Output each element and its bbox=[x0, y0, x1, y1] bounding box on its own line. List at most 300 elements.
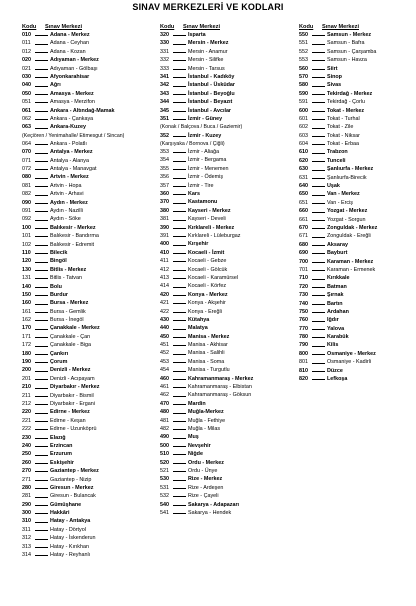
center-row bbox=[299, 368, 411, 376]
leader-line bbox=[312, 228, 325, 229]
center-name: Samsun - Merkez bbox=[327, 32, 372, 38]
leader-line bbox=[173, 211, 186, 212]
center-code: 510 bbox=[160, 451, 169, 458]
center-code: 210 bbox=[22, 384, 31, 391]
center-code: 063 bbox=[22, 124, 31, 131]
center-row bbox=[22, 409, 150, 417]
center-name: Ordu - Merkez bbox=[188, 459, 224, 466]
center-name: Antalya - Manavgat bbox=[50, 166, 97, 173]
center-name: Amasya - Merzifon bbox=[50, 99, 95, 106]
center-name: Samsun - Bafra bbox=[327, 40, 365, 47]
center-name: İstanbul - Beyoğlu bbox=[188, 90, 235, 97]
center-row bbox=[160, 418, 290, 426]
center-code: 270 bbox=[22, 468, 31, 475]
center-name: İzmir - Güney bbox=[188, 115, 223, 122]
leader-line bbox=[312, 195, 325, 196]
center-name: Kahramanmaraş - Elbistan bbox=[188, 384, 252, 391]
leader-line bbox=[173, 345, 186, 346]
leader-line bbox=[312, 253, 325, 254]
center-name: Konya - Akşehir bbox=[188, 300, 226, 307]
center-name: Hatay - Dörtyol bbox=[50, 526, 86, 533]
center-code: 770 bbox=[299, 325, 308, 332]
center-row bbox=[299, 66, 411, 74]
leader-line bbox=[173, 102, 186, 103]
center-code: 470 bbox=[160, 400, 169, 407]
center-code: 430 bbox=[160, 316, 169, 323]
center-code: 080 bbox=[22, 174, 31, 181]
center-code: 010 bbox=[22, 32, 31, 38]
center-code: 700 bbox=[299, 258, 308, 265]
center-name: Muğla - Milas bbox=[188, 425, 221, 432]
center-row bbox=[22, 233, 150, 241]
center-row bbox=[22, 66, 150, 74]
center-row bbox=[22, 258, 150, 266]
center-name: Nevşehir bbox=[188, 442, 211, 449]
leader-line bbox=[173, 337, 186, 338]
leader-line bbox=[173, 253, 186, 254]
center-name: Bursa - Merkez bbox=[50, 300, 89, 307]
center-row bbox=[160, 409, 290, 417]
center-row bbox=[22, 460, 150, 468]
leader-line bbox=[35, 446, 48, 447]
leader-line bbox=[312, 270, 325, 271]
leader-line bbox=[35, 455, 48, 456]
center-row bbox=[22, 435, 150, 443]
center-code: 820 bbox=[299, 376, 308, 383]
center-row bbox=[22, 393, 150, 401]
center-code: 690 bbox=[299, 250, 308, 257]
center-code: 600 bbox=[299, 107, 308, 114]
leader-line bbox=[173, 287, 186, 288]
center-code: 021 bbox=[22, 65, 31, 72]
center-name: Niğde bbox=[188, 451, 203, 458]
center-name: Aydın - Merkez bbox=[50, 199, 88, 206]
center-row bbox=[22, 250, 150, 258]
center-code: 290 bbox=[22, 501, 31, 508]
center-name: Sivas bbox=[327, 82, 342, 89]
center-row bbox=[299, 317, 411, 325]
center-code: 421 bbox=[160, 300, 169, 307]
center-name: Hatay - Kırıkhan bbox=[50, 543, 89, 550]
center-row bbox=[299, 301, 411, 309]
center-code: 071 bbox=[22, 157, 31, 164]
center-code: 370 bbox=[160, 199, 169, 206]
center-row bbox=[299, 250, 411, 258]
center-code: 651 bbox=[299, 199, 308, 206]
center-code: 150 bbox=[22, 291, 31, 298]
center-row bbox=[22, 468, 150, 476]
center-code: 012 bbox=[22, 48, 31, 55]
center-row bbox=[160, 40, 290, 48]
center-name: Gaziantep - Nizip bbox=[50, 476, 92, 483]
center-row bbox=[299, 116, 411, 124]
center-code: 480 bbox=[160, 409, 169, 416]
center-row bbox=[299, 292, 411, 300]
center-name: Çanakkale - Biga bbox=[50, 342, 92, 349]
center-name: Gaziantep - Merkez bbox=[50, 468, 99, 475]
center-row bbox=[22, 367, 150, 375]
leader-line bbox=[173, 203, 186, 204]
leader-line bbox=[35, 86, 48, 87]
center-name: Elazığ bbox=[50, 434, 66, 441]
center-code: 453 bbox=[160, 358, 169, 365]
center-code: 520 bbox=[160, 459, 169, 466]
leader-line bbox=[173, 136, 186, 137]
center-name: Bolu bbox=[50, 283, 62, 290]
center-row bbox=[299, 200, 411, 208]
center-name: Manisa - Salihli bbox=[188, 350, 225, 357]
center-row bbox=[22, 166, 150, 174]
leader-line bbox=[35, 128, 48, 129]
center-name: Zonguldak - Merkez bbox=[327, 224, 378, 231]
center-row bbox=[22, 57, 150, 65]
leader-line bbox=[35, 178, 48, 179]
leader-line bbox=[173, 429, 186, 430]
center-name: Kırklareli - Merkez bbox=[188, 224, 235, 231]
center-code: 230 bbox=[22, 434, 31, 441]
leader-line bbox=[173, 362, 186, 363]
center-row bbox=[22, 99, 150, 107]
center-row bbox=[22, 183, 150, 191]
leader-line bbox=[173, 86, 186, 87]
leader-line bbox=[312, 35, 325, 36]
leader-line bbox=[173, 471, 186, 472]
center-code: 800 bbox=[299, 350, 308, 357]
center-name: Giresun - Merkez bbox=[50, 484, 94, 491]
center-code: 730 bbox=[299, 292, 308, 299]
center-code: 343 bbox=[160, 90, 169, 97]
center-code: 353 bbox=[160, 149, 169, 156]
center-row bbox=[22, 359, 150, 367]
center-name: Aksaray bbox=[327, 241, 348, 248]
center-name: Bingöl bbox=[50, 258, 67, 265]
leader-line bbox=[312, 186, 325, 187]
leader-line bbox=[312, 237, 325, 238]
center-list bbox=[160, 32, 290, 518]
center-name: Ankara - Çankaya bbox=[50, 115, 94, 122]
center-row bbox=[160, 241, 290, 249]
center-row bbox=[160, 510, 290, 518]
center-row bbox=[160, 174, 290, 182]
leader-line bbox=[312, 52, 325, 53]
center-code: 271 bbox=[22, 476, 31, 483]
center-name: Sakarya - Hendek bbox=[188, 509, 232, 516]
center-code: 450 bbox=[160, 333, 169, 340]
center-code: 631 bbox=[299, 174, 308, 181]
center-row bbox=[160, 250, 290, 258]
center-code: 580 bbox=[299, 82, 308, 89]
center-code: 190 bbox=[22, 359, 31, 366]
leader-line bbox=[35, 195, 48, 196]
center-name: Kars bbox=[188, 191, 200, 198]
leader-line bbox=[173, 496, 186, 497]
center-code: 532 bbox=[160, 493, 169, 500]
leader-line bbox=[173, 178, 186, 179]
center-name: Adana - Merkez bbox=[50, 32, 90, 38]
center-name: Eskişehir bbox=[50, 459, 74, 466]
leader-line bbox=[312, 321, 325, 322]
center-code: 530 bbox=[160, 476, 169, 483]
center-code: 212 bbox=[22, 401, 31, 407]
center-name: Kocaeli - Körfez bbox=[188, 283, 227, 290]
leader-line bbox=[173, 295, 186, 296]
center-name: Artvin - Merkez bbox=[50, 174, 89, 181]
center-name: Ağrı bbox=[50, 82, 61, 89]
center-row bbox=[160, 460, 290, 468]
leader-line bbox=[173, 438, 186, 439]
center-column-1 bbox=[22, 22, 150, 560]
center-row bbox=[299, 175, 411, 183]
center-code: 352 bbox=[160, 132, 169, 139]
center-row bbox=[22, 493, 150, 501]
center-row bbox=[22, 535, 150, 543]
center-name: Artvin - Hopa bbox=[50, 182, 82, 189]
leader-line bbox=[35, 111, 48, 112]
center-row bbox=[160, 66, 290, 74]
leader-line bbox=[35, 278, 48, 279]
center-name: Manisa - Turgutlu bbox=[188, 367, 230, 374]
center-code: 780 bbox=[299, 334, 308, 341]
center-code: 100 bbox=[22, 224, 31, 231]
center-name: Diyarbakır - Bismil bbox=[50, 392, 94, 399]
center-name: Tokat - Erbaa bbox=[327, 141, 360, 148]
leader-line bbox=[35, 153, 48, 154]
center-name: Adıyaman - Merkez bbox=[50, 57, 99, 64]
center-name: Kayseri - Merkez bbox=[188, 207, 231, 214]
center-row bbox=[22, 527, 150, 535]
leader-line bbox=[35, 169, 48, 170]
center-code: 680 bbox=[299, 241, 308, 248]
center-code: 314 bbox=[22, 552, 31, 559]
leader-line bbox=[173, 152, 186, 153]
center-code: 531 bbox=[160, 484, 169, 491]
center-code: 355 bbox=[160, 165, 169, 172]
leader-line bbox=[173, 513, 186, 514]
leader-line bbox=[173, 396, 186, 397]
center-code: 551 bbox=[299, 40, 308, 47]
leader-line bbox=[173, 111, 186, 112]
center-row bbox=[299, 124, 411, 132]
center-name: Samsun - Çarşamba bbox=[327, 48, 377, 55]
leader-line bbox=[312, 354, 325, 355]
center-code: 391 bbox=[160, 233, 169, 239]
center-row bbox=[299, 326, 411, 334]
leader-line bbox=[173, 354, 186, 355]
leader-line bbox=[35, 555, 48, 556]
leader-line bbox=[35, 346, 48, 347]
center-code: 360 bbox=[160, 191, 169, 198]
leader-line bbox=[35, 44, 48, 45]
leader-line bbox=[312, 77, 325, 78]
center-row bbox=[160, 300, 290, 308]
center-name: Iğdır bbox=[327, 317, 339, 324]
center-row bbox=[22, 552, 150, 560]
center-name: Mersin - Merkez bbox=[188, 40, 229, 47]
center-row bbox=[22, 325, 150, 333]
center-name: Kastamonu bbox=[188, 199, 218, 206]
center-row bbox=[22, 174, 150, 182]
center-code: 760 bbox=[299, 317, 308, 324]
center-name: Ankara - Altındağ-Mamak bbox=[50, 107, 115, 114]
leader-line bbox=[173, 69, 186, 70]
center-code: 330 bbox=[160, 40, 169, 47]
center-name: Osmaniye - Kadirli bbox=[327, 359, 372, 366]
center-code: 161 bbox=[22, 308, 31, 315]
center-code: 064 bbox=[22, 140, 31, 147]
center-code: 180 bbox=[22, 350, 31, 357]
center-name: Edirne - Keşan bbox=[50, 417, 86, 424]
center-name: Amasya - Merkez bbox=[50, 90, 94, 97]
center-row bbox=[160, 468, 290, 476]
center-name: Bayburt bbox=[327, 250, 348, 257]
leader-line bbox=[173, 404, 186, 405]
leader-line bbox=[35, 388, 48, 389]
code-header: Kodu bbox=[160, 24, 175, 30]
center-name: Bitlis - Merkez bbox=[50, 266, 87, 273]
center-name: Tokat - Zile bbox=[327, 124, 354, 131]
leader-line bbox=[312, 279, 325, 280]
center-row bbox=[160, 384, 290, 392]
center-name: İzmir - Ödemiş bbox=[188, 174, 224, 181]
leader-line bbox=[35, 203, 48, 204]
leader-line bbox=[35, 312, 48, 313]
center-code: 220 bbox=[22, 409, 31, 416]
center-row bbox=[160, 493, 290, 501]
center-code: 091 bbox=[22, 208, 31, 215]
center-row bbox=[22, 451, 150, 459]
center-name: Osmaniye - Merkez bbox=[327, 350, 376, 357]
center-row bbox=[22, 124, 150, 132]
center-list bbox=[299, 32, 411, 384]
center-name: Tokat - Merkez bbox=[327, 107, 365, 114]
center-name: Antalya - Alanya bbox=[50, 157, 89, 164]
center-code: 620 bbox=[299, 157, 308, 164]
leader-line bbox=[312, 337, 325, 338]
center-row bbox=[160, 359, 290, 367]
leader-line bbox=[35, 379, 48, 380]
center-row bbox=[22, 376, 150, 384]
center-code: 650 bbox=[299, 191, 308, 198]
leader-line bbox=[173, 94, 186, 95]
center-name: Ankara-Kuzey bbox=[50, 124, 86, 131]
center-code: 640 bbox=[299, 183, 308, 190]
center-name: Tekirdağ - Çorlu bbox=[327, 99, 366, 106]
center-row bbox=[22, 384, 150, 392]
leader-line bbox=[35, 471, 48, 472]
center-name: Kahramanmaraş - Merkez bbox=[188, 375, 254, 382]
leader-line bbox=[35, 186, 48, 187]
leader-line bbox=[35, 421, 48, 422]
center-row bbox=[299, 82, 411, 90]
leader-line bbox=[312, 86, 325, 87]
center-code: 333 bbox=[160, 65, 169, 72]
leader-line bbox=[35, 488, 48, 489]
center-row bbox=[299, 49, 411, 57]
leader-line bbox=[312, 212, 325, 213]
center-row bbox=[22, 267, 150, 275]
leader-line bbox=[35, 102, 48, 103]
center-row bbox=[22, 91, 150, 99]
center-code: 030 bbox=[22, 73, 31, 80]
leader-line bbox=[35, 77, 48, 78]
center-code: 170 bbox=[22, 325, 31, 332]
center-row bbox=[160, 183, 290, 191]
leader-line bbox=[173, 371, 186, 372]
center-code: 420 bbox=[160, 291, 169, 298]
center-code: 281 bbox=[22, 493, 31, 500]
center-name: Kocaeli - İzmit bbox=[188, 249, 225, 256]
center-name: Yozgat - Sorgun bbox=[327, 216, 366, 223]
column-header bbox=[160, 22, 290, 32]
center-name: Muğla-Merkez bbox=[188, 409, 224, 416]
center-row bbox=[299, 359, 411, 367]
center-name: Van - Merkez bbox=[327, 191, 360, 198]
center-row bbox=[160, 451, 290, 459]
leader-line bbox=[35, 211, 48, 212]
center-row bbox=[299, 158, 411, 166]
center-code: 481 bbox=[160, 417, 169, 424]
center-code: 490 bbox=[160, 434, 169, 441]
leader-line bbox=[35, 94, 48, 95]
leader-line bbox=[35, 505, 48, 506]
center-code: 354 bbox=[160, 157, 169, 164]
leader-line bbox=[173, 463, 186, 464]
center-row bbox=[299, 91, 411, 99]
center-row bbox=[299, 309, 411, 317]
leader-line bbox=[312, 371, 325, 372]
center-row bbox=[160, 233, 290, 241]
center-code: 414 bbox=[160, 283, 169, 290]
leader-line bbox=[35, 295, 48, 296]
center-code: 211 bbox=[22, 392, 31, 399]
center-code: 560 bbox=[299, 65, 308, 72]
center-name: Burdur bbox=[50, 291, 68, 298]
center-code: 604 bbox=[299, 141, 308, 148]
center-name: Kayseri - Develi bbox=[188, 216, 226, 223]
leader-line bbox=[35, 329, 48, 330]
center-code: 381 bbox=[160, 216, 169, 223]
center-name: Denizli - Acıpayam bbox=[50, 375, 95, 382]
center-row bbox=[22, 275, 150, 283]
center-code: 201 bbox=[22, 375, 31, 382]
center-name: Adana - Kozan bbox=[50, 48, 86, 55]
center-row bbox=[299, 99, 411, 107]
center-row bbox=[160, 216, 290, 224]
center-code: 356 bbox=[160, 174, 169, 181]
center-code: 660 bbox=[299, 208, 308, 215]
center-name: Malatya bbox=[188, 325, 208, 332]
leader-line bbox=[35, 396, 48, 397]
center-name: İstanbul - Kadıköy bbox=[188, 73, 235, 80]
center-code: 072 bbox=[22, 166, 31, 173]
center-row bbox=[299, 351, 411, 359]
center-row bbox=[160, 199, 290, 207]
center-code: 051 bbox=[22, 99, 31, 106]
center-row bbox=[22, 116, 150, 124]
leader-line bbox=[312, 144, 325, 145]
center-code: 280 bbox=[22, 484, 31, 491]
center-code: 550 bbox=[299, 32, 308, 38]
leader-line bbox=[312, 304, 325, 305]
center-row bbox=[160, 57, 290, 65]
leader-line bbox=[312, 295, 325, 296]
center-code: 320 bbox=[160, 32, 169, 38]
center-code: 110 bbox=[22, 249, 31, 256]
center-code: 701 bbox=[299, 266, 308, 273]
leader-line bbox=[173, 446, 186, 447]
center-code: 720 bbox=[299, 283, 308, 290]
center-name: Balıkesir - Edremit bbox=[50, 241, 95, 248]
